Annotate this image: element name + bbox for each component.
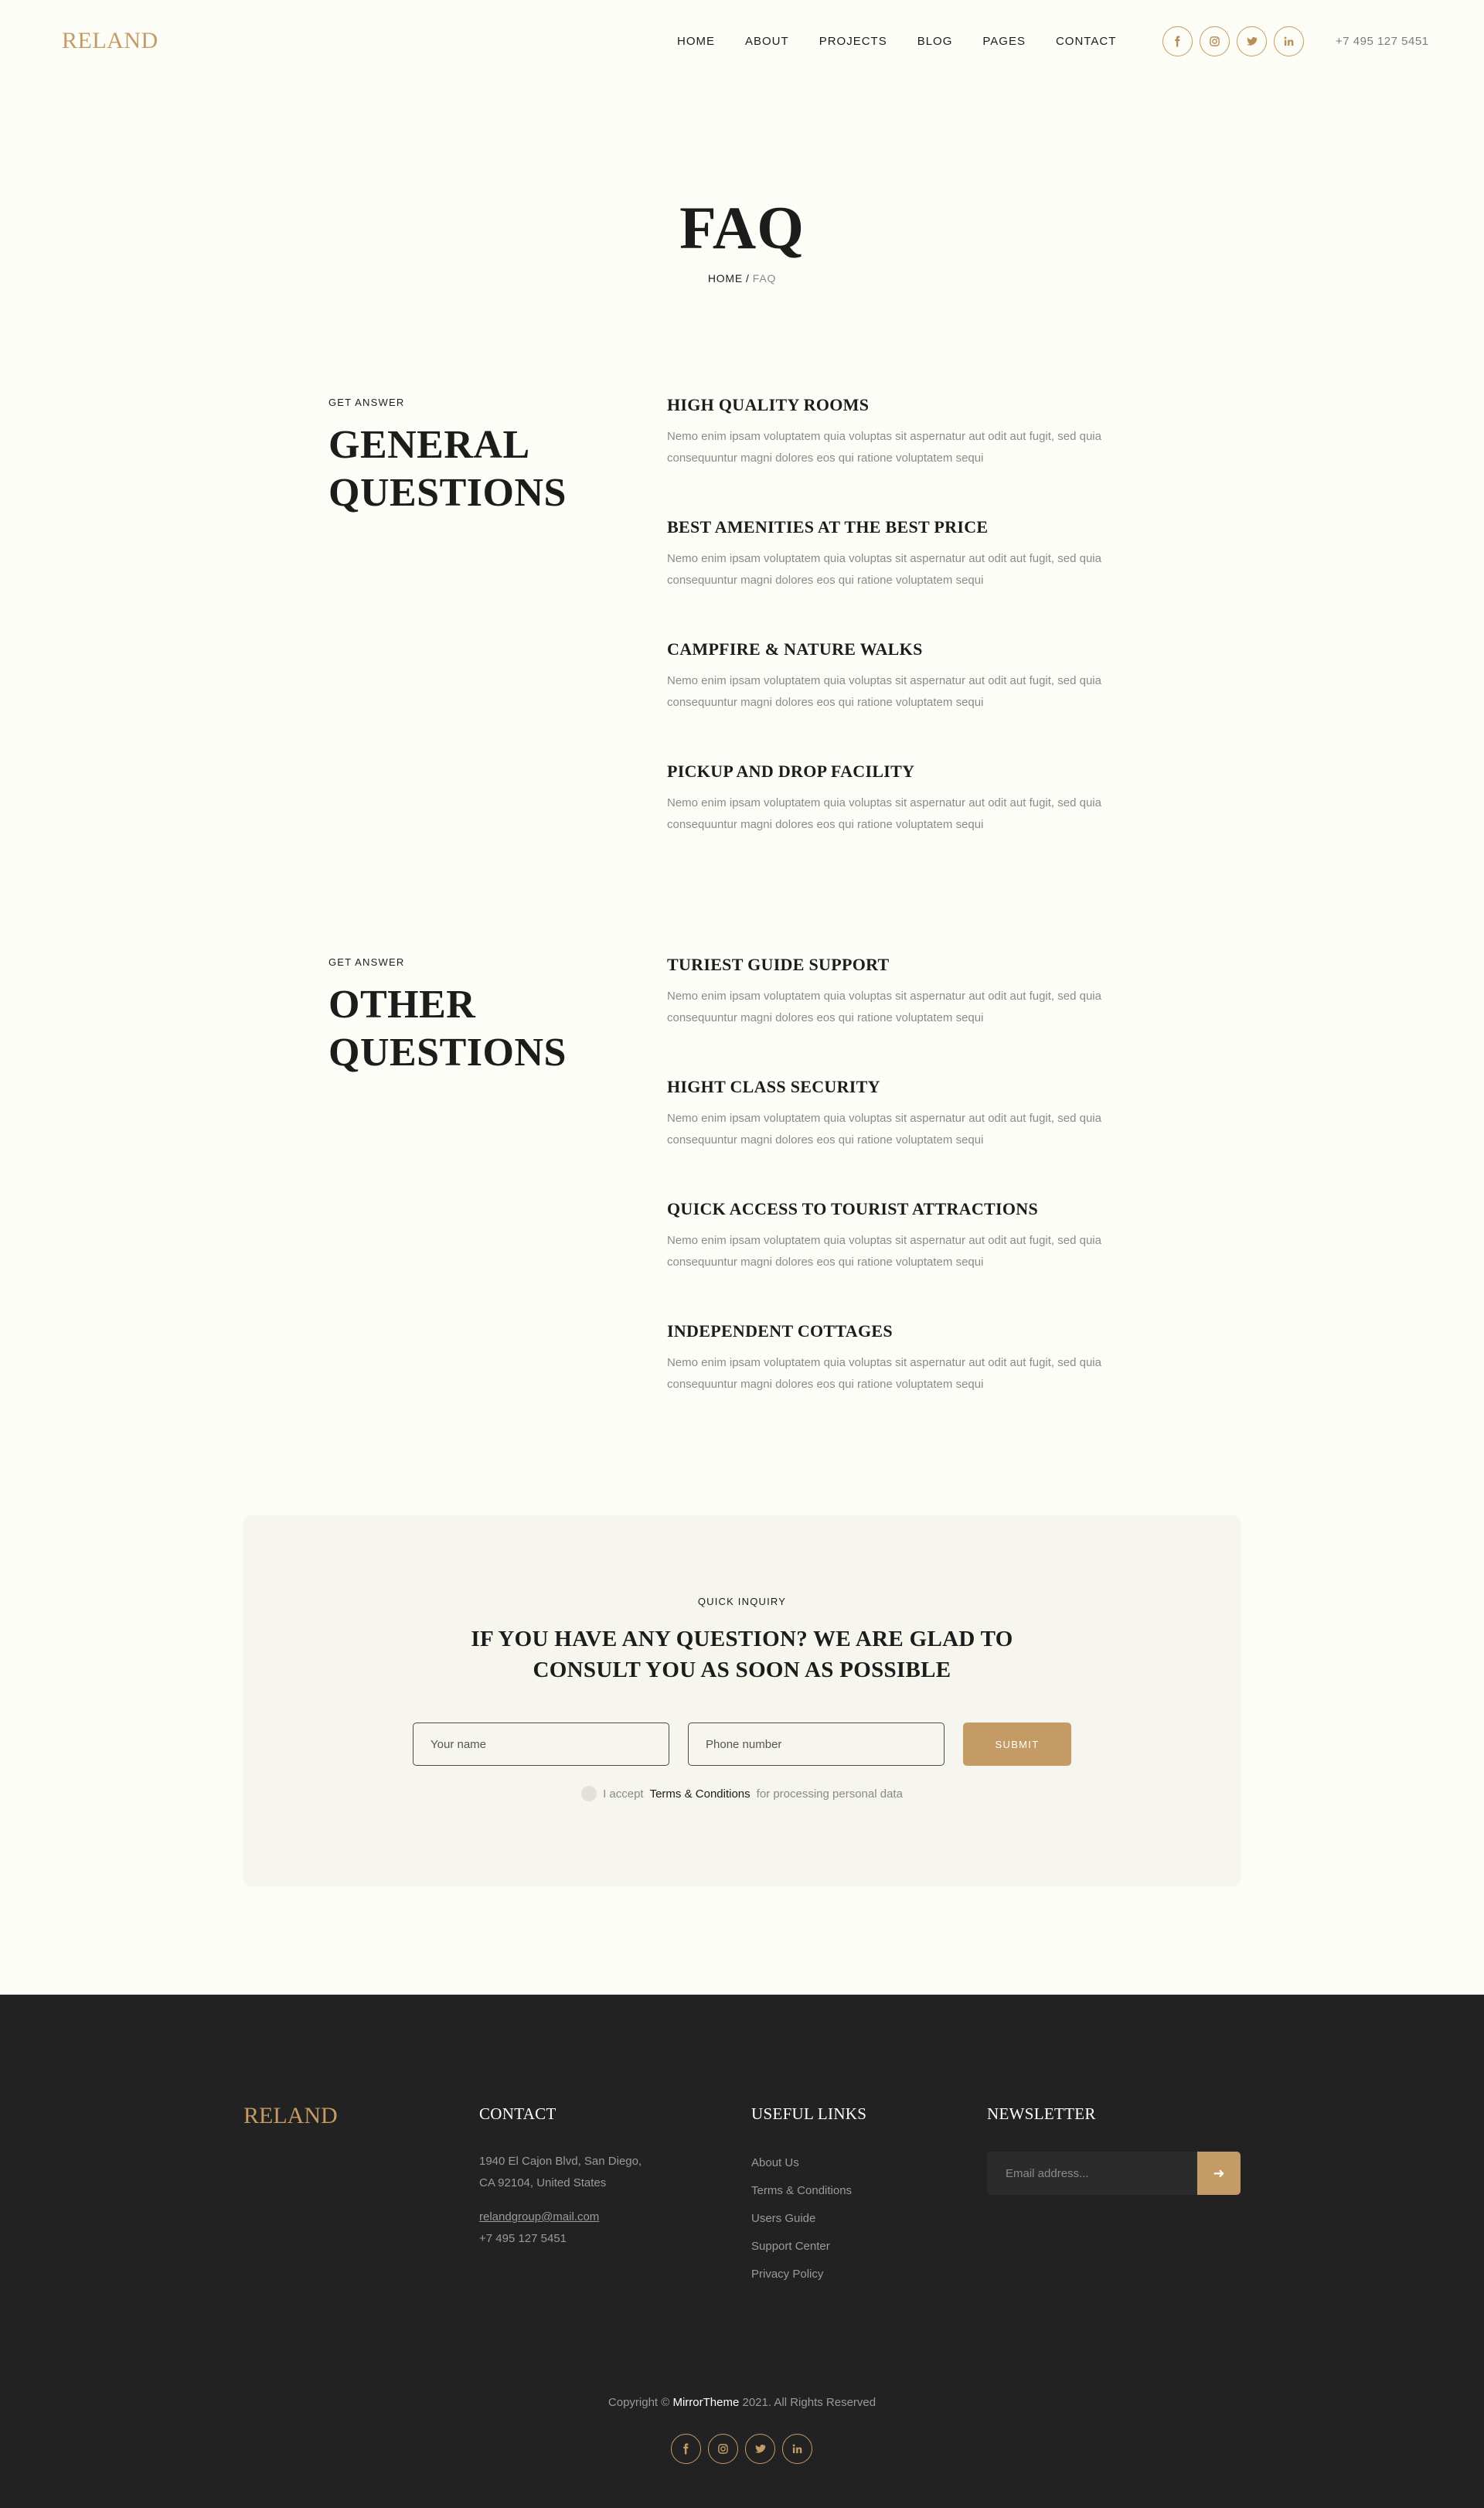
nav-about[interactable]: ABOUT <box>745 35 789 48</box>
name-input[interactable] <box>413 1723 669 1766</box>
section-heading: OTHER QUESTIONS <box>328 983 567 1075</box>
instagram-icon[interactable] <box>1200 26 1230 56</box>
contact-phone[interactable]: +7 495 127 5451 <box>479 2232 567 2245</box>
contact-address <box>479 2151 642 2194</box>
nav-pages[interactable]: PAGES <box>982 35 1026 48</box>
faq-item <box>667 955 1162 1079</box>
nav-contact[interactable]: CONTACT <box>1055 35 1117 48</box>
faq-answer: Nemo enim ipsam voluptatem quia voluptas sit aspernatur aut odit aut fugit, sed quia consequuntur magni dolores eos qui ratione voluptatem sequi <box>667 796 1101 831</box>
faq-question[interactable]: HIGH QUALITY ROOMS <box>667 395 870 414</box>
page-title: FAQ <box>679 194 805 261</box>
faq-question[interactable]: HIGHT CLASS SECURITY <box>667 1077 880 1096</box>
newsletter-title: NEWSLETTER <box>987 2104 1096 2123</box>
faq-item <box>667 639 1162 763</box>
faq-item <box>667 517 1162 641</box>
newsletter-form <box>987 2152 1241 2195</box>
site-header <box>0 0 1484 85</box>
contact-title: CONTACT <box>479 2104 556 2123</box>
copyright <box>0 2396 1484 2409</box>
copyright-brand[interactable]: MirrorTheme <box>672 2396 740 2409</box>
useful-links-title: USEFUL LINKS <box>751 2104 867 2123</box>
phone-input[interactable] <box>688 1723 945 1766</box>
copyright-prefix: Copyright © <box>608 2396 670 2409</box>
faq-answer: Nemo enim ipsam voluptatem quia voluptas sit aspernatur aut odit aut fugit, sed quia consequuntur magni dolores eos qui ratione voluptatem sequi <box>667 1356 1101 1391</box>
faq-item <box>667 1321 1162 1445</box>
header-socials <box>1162 26 1304 56</box>
inquiry-kicker: QUICK INQUIRY <box>697 1596 787 1607</box>
contact-email[interactable]: relandgroup@mail.com <box>479 2210 600 2223</box>
nav-blog[interactable]: BLOG <box>917 35 953 48</box>
facebook-icon[interactable] <box>1162 26 1193 56</box>
main-nav <box>677 35 1116 48</box>
faq-question[interactable]: QUICK ACCESS TO TOURIST ATTRACTIONS <box>667 1199 1039 1218</box>
faq-answer: Nemo enim ipsam voluptatem quia voluptas sit aspernatur aut odit aut fugit, sed quia consequuntur magni dolores eos qui ratione voluptatem sequi <box>667 430 1101 465</box>
footer-socials <box>671 2434 812 2464</box>
faq-question[interactable]: PICKUP AND DROP FACILITY <box>667 762 915 781</box>
faq-list <box>667 397 1162 885</box>
link-support-center[interactable]: Support Center <box>751 2240 830 2253</box>
address-line1: 1940 El Cajon Blvd, San Diego, <box>479 2155 642 2168</box>
copyright-suffix: 2021. All Rights Reserved <box>742 2396 876 2409</box>
contact-details <box>479 2206 599 2250</box>
quick-inquiry-card <box>243 1515 1241 1886</box>
faq-question[interactable]: TURIEST GUIDE SUPPORT <box>667 955 890 974</box>
inquiry-title <box>243 1624 1241 1685</box>
nav-home[interactable]: HOME <box>677 35 715 48</box>
faq-item <box>667 1077 1162 1201</box>
useful-links-list <box>751 2149 852 2288</box>
faq-answer: Nemo enim ipsam voluptatem quia voluptas sit aspernatur aut odit aut fugit, sed quia consequuntur magni dolores eos qui ratione voluptatem sequi <box>667 990 1101 1024</box>
link-terms[interactable]: Terms & Conditions <box>751 2184 853 2197</box>
newsletter-submit-button[interactable] <box>1197 2152 1241 2195</box>
arrow-right-icon: ➜ <box>1213 2165 1225 2181</box>
section-kicker: GET ANSWER <box>328 397 405 408</box>
section-kicker: GET ANSWER <box>328 956 405 968</box>
twitter-icon[interactable] <box>1237 26 1267 56</box>
link-about-us[interactable]: About Us <box>751 2156 799 2169</box>
faq-item <box>667 762 1162 885</box>
faq-item <box>667 395 1162 519</box>
faq-answer: Nemo enim ipsam voluptatem quia voluptas sit aspernatur aut odit aut fugit, sed quia consequuntur magni dolores eos qui ratione voluptatem sequi <box>667 1234 1101 1269</box>
section-heading: GENERAL QUESTIONS <box>328 423 567 515</box>
link-privacy-policy[interactable]: Privacy Policy <box>751 2268 824 2281</box>
site-logo[interactable]: RELAND <box>62 28 158 53</box>
header-phone[interactable]: +7 495 127 5451 <box>1336 35 1429 48</box>
site-footer <box>0 1995 1484 2508</box>
linkedin-icon[interactable] <box>782 2434 812 2464</box>
nav-projects[interactable]: PROJECTS <box>819 35 887 48</box>
breadcrumb-current: FAQ <box>752 272 777 285</box>
inquiry-title-line2: CONSULT YOU AS SOON AS POSSIBLE <box>533 1658 951 1682</box>
twitter-icon[interactable] <box>745 2434 775 2464</box>
consent-prefix: I accept <box>603 1787 644 1801</box>
inquiry-title-line1: IF YOU HAVE ANY QUESTION? WE ARE GLAD TO <box>471 1627 1013 1651</box>
breadcrumb <box>0 272 1484 285</box>
linkedin-icon[interactable] <box>1274 26 1304 56</box>
link-users-guide[interactable]: Users Guide <box>751 2212 816 2225</box>
faq-answer: Nemo enim ipsam voluptatem quia voluptas sit aspernatur aut odit aut fugit, sed quia consequuntur magni dolores eos qui ratione voluptatem sequi <box>667 674 1101 709</box>
submit-button[interactable]: SUBMIT <box>963 1723 1071 1766</box>
address-line2: CA 92104, United States <box>479 2176 607 2189</box>
consent-suffix: for processing personal data <box>756 1787 903 1801</box>
facebook-icon[interactable] <box>671 2434 701 2464</box>
faq-answer: Nemo enim ipsam voluptatem quia voluptas sit aspernatur aut odit aut fugit, sed quia consequuntur magni dolores eos qui ratione voluptatem sequi <box>667 1112 1101 1147</box>
faq-question[interactable]: CAMPFIRE & NATURE WALKS <box>667 639 923 659</box>
breadcrumb-separator: / <box>746 272 750 285</box>
newsletter-email-input[interactable] <box>987 2152 1197 2195</box>
terms-link[interactable]: Terms & Conditions <box>649 1787 751 1801</box>
faq-question[interactable]: BEST AMENITIES AT THE BEST PRICE <box>667 517 989 537</box>
faq-answer: Nemo enim ipsam voluptatem quia voluptas sit aspernatur aut odit aut fugit, sed quia consequuntur magni dolores eos qui ratione voluptatem sequi <box>667 552 1101 587</box>
faq-item <box>667 1199 1162 1323</box>
consent-row <box>243 1786 1241 1801</box>
instagram-icon[interactable] <box>708 2434 738 2464</box>
faq-question[interactable]: INDEPENDENT COTTAGES <box>667 1321 893 1341</box>
breadcrumb-home[interactable]: HOME <box>707 272 744 285</box>
consent-checkbox[interactable] <box>581 1786 597 1801</box>
faq-list <box>667 956 1162 1445</box>
footer-logo[interactable]: RELAND <box>243 2103 338 2128</box>
